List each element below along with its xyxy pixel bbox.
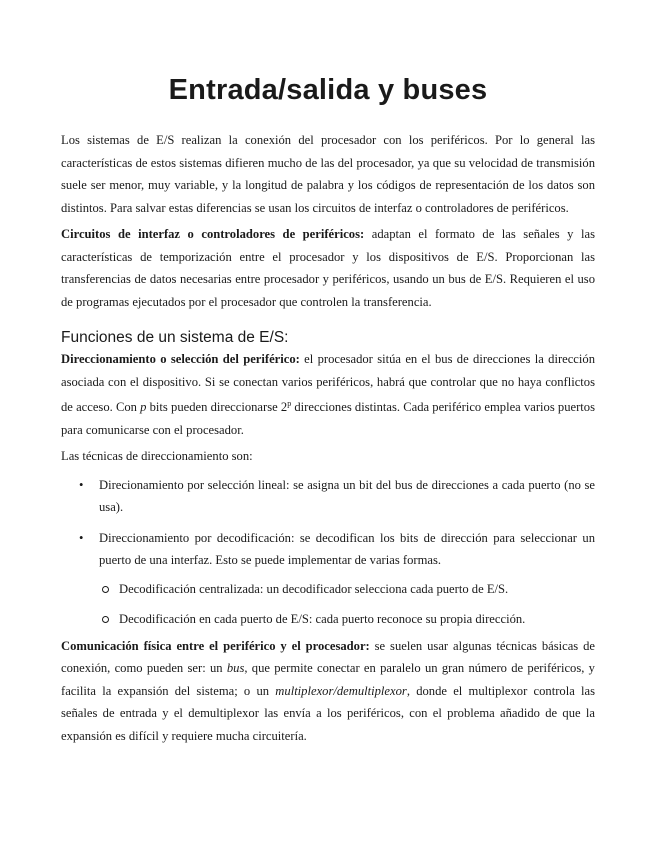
direccionamiento-text-c: direcciones distintas. Cada periférico emplea varios puertos para comunicarse con el procesador.: [61, 400, 595, 437]
comunicacion-text-b: , que permite conectar en paralelo un gran número de periféricos, y facilita la expansión del sistema; o un: [61, 661, 595, 698]
comunicacion-bus: bus: [226, 661, 245, 676]
list-item-text: Direcionamiento por selección lineal: se asigna un bit del bus de direcciones a cada puerto (no se usa).: [99, 477, 595, 515]
direccionamiento-text-b: bits pueden direccionarse 2: [146, 400, 288, 415]
circuitos-text: adaptan el formato de las señales y las características de temporización entre el procesador y los dispositivos de E/S. Proporcionan las transferencias de datos necesarias entre procesador y periféricos, usando un bus de E/S. Requieren el uso de programas ejecutados por el procesador que controlen la transferencia.: [61, 227, 595, 309]
comunicacion-term: Comunicación física entre el periférico y el procesador:: [61, 638, 370, 653]
tecnicas-list: [61, 474, 595, 631]
comunicacion-text-c: , donde el multiplexor controla las señales de entrada y el demultiplexor las envía a los periféricos, con el problema añadido de que la expansión es difícil y requiere mucha circuitería.: [61, 683, 595, 743]
direccionamiento-paragraph: [61, 348, 595, 441]
section-heading: Funciones de un sistema de E/S:: [61, 329, 289, 346]
sub-list-item: [99, 578, 595, 601]
circle-bullet-icon: [102, 586, 109, 593]
page-title: Entrada/salida y buses: [168, 74, 488, 106]
circuitos-term: Circuitos de interfaz o controladores de periféricos:: [61, 227, 365, 241]
bullet-icon: •: [79, 477, 84, 492]
direccionamiento-term: Direccionamiento o selección del periférico:: [61, 352, 300, 366]
circuitos-paragraph: [61, 223, 595, 313]
direccionamiento-var-p: p: [140, 400, 147, 415]
list-item: [61, 527, 595, 631]
intro-paragraph: Los sistemas de E/S realizan la conexión del procesador con los periféricos. Por lo general las características de estos sistemas difieren mucho de las del procesador, ya que su velocidad de transmisión suele ser menor, muy variable, y la longitud de palabra y los códigos de representación de los datos son distintos. Para salvar estas diferencias se usan los circuitos de interfaz o controladores de periféricos.: [61, 133, 595, 215]
direccionamiento-exp-p: p: [287, 399, 292, 408]
sub-list-item-text: Decodificación en cada puerto de E/S: cada puerto reconoce su propia dirección.: [119, 612, 526, 627]
comunicacion-text-a: se suelen usar algunas técnicas básicas de conexión, como pueden ser: un: [61, 638, 595, 676]
sub-tecnicas-list: [99, 578, 595, 631]
list-item: [61, 474, 595, 519]
tecnicas-intro: Las técnicas de direccionamiento son:: [61, 449, 253, 464]
comunicacion-paragraph: [61, 635, 595, 748]
comunicacion-mux: multiplexor/demultiplexor: [275, 683, 407, 698]
sub-list-item-text: Decodificación centralizada: un decodificador selecciona cada puerto de E/S.: [119, 581, 509, 596]
list-item-text: Direccionamiento por decodificación: se decodifican los bits de dirección para seleccionar un puerto de una interfaz. Esto se puede implementar de varias formas.: [99, 530, 595, 568]
sub-list-item: [99, 608, 595, 631]
circle-bullet-icon: [102, 616, 109, 623]
direccionamiento-text-a: el procesador sitúa en el bus de direcciones la dirección asociada con el dispositivo. Si se conectan varios periféricos, habrá que controlar que no haya conflictos de acceso. Con: [61, 352, 595, 415]
bullet-icon: •: [79, 530, 84, 545]
